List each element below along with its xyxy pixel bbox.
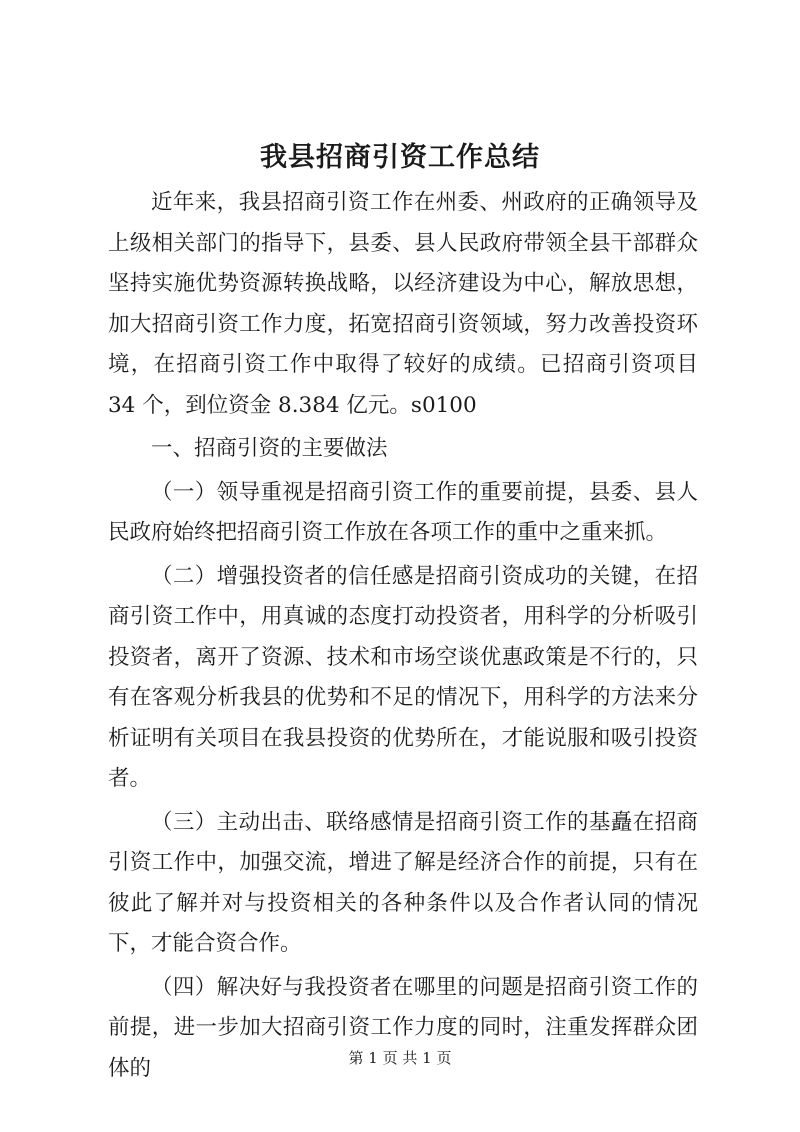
- paragraph-intro: 近年来，我县招商引资工作在州委、州政府的正确领导及上级相关部门的指导下，县委、县人民政府带领全县干部群众坚持实施优势资源转换战略，以经济建设为中心，解放思想，加大招商引资工作力度，拓宽招商引资领域，努力改善投资环境，在招商引资工作中取得了较好的成绩。已招商引资项目 34 个，到位资金 8.384 亿元。s0100: [108, 190, 698, 418]
- paragraph-item-3: （三）主动出击、联络感情是招商引资工作的基矗在招商引资工作中，加强交流，增进了解是经济合作的前提，只有在彼此了解并对与投资相关的各种条件以及合作者认同的情况下，才能合资合作。: [108, 809, 698, 956]
- paragraph-item-1: （一）领导重视是招商引资工作的重要前提，县委、县人民政府始终把招商引资工作放在各项工作的重中之重来抓。: [108, 479, 698, 545]
- page-footer: 第 1 页 共 1 页: [348, 1049, 452, 1067]
- document-body: [108, 183, 698, 1089]
- paragraph-item-2: （二）增强投资者的信任感是招商引资成功的关键，在招商引资工作中，用真诚的态度打动投资者，用科学的分析吸引投资者，离开了资源、技术和市场空谈优惠政策是不行的，只有在客观分析我县的优势和不足的情况下，用科学的方法来分析证明有关项目在我县投资的优势所在，才能说服和吸引投资者。: [108, 563, 698, 791]
- paragraph-item-4: （四）解决好与我投资者在哪里的问题是招商引资工作的前提，进一步加大招商引资工作力度的同时，注重发挥群众团体的: [108, 974, 698, 1081]
- document-title: 我县招商引资工作总结: [260, 142, 540, 173]
- section-heading: 一、招商引资的主要做法: [151, 436, 388, 461]
